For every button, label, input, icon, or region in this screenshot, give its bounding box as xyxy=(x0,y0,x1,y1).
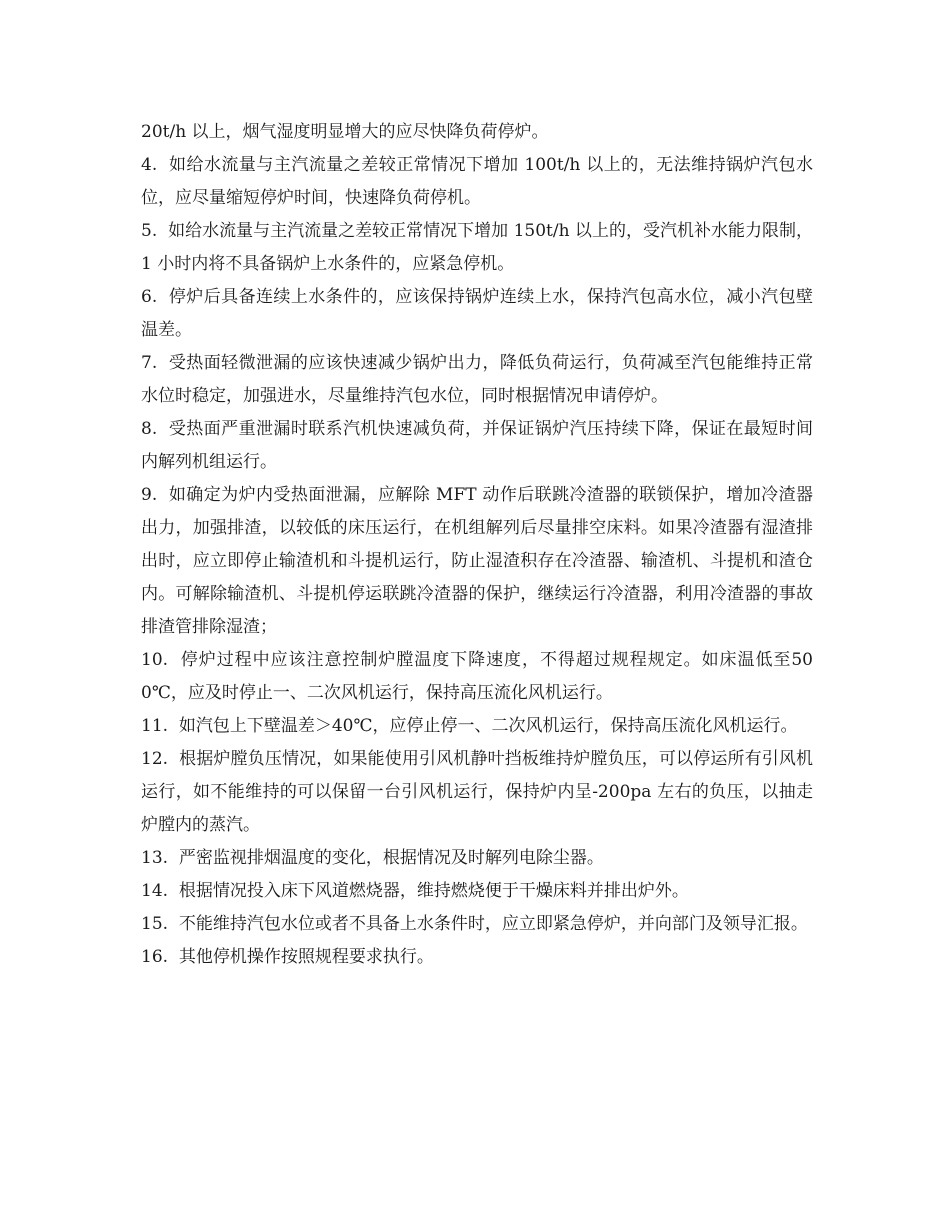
list-item-12 xyxy=(141,743,813,842)
item-text: 根据炉膛负压情况，如果能使用引风机静叶挡板维持炉膛负压，可以停运所有引风机运行，如不能维持的可以保留一台引风机运行，保持炉内呈-200pa 左右的负压，以抽走炉膛内的蒸汽。 xyxy=(141,749,814,835)
item-number: 8. xyxy=(141,419,158,439)
list-item-15 xyxy=(141,908,813,941)
item-number: 12. xyxy=(141,749,169,769)
item-number: 14. xyxy=(141,881,169,901)
item-number: 13. xyxy=(141,848,169,868)
list-item-6 xyxy=(141,281,813,347)
item-text: 受热面严重泄漏时联系汽机快速减负荷，并保证锅炉汽压持续下降，保证在最短时间内解列机组运行。 xyxy=(141,419,814,472)
item-text: 不能维持汽包水位或者不具备上水条件时，应立即紧急停炉，并向部门及领导汇报。 xyxy=(178,914,808,934)
item-number: 16. xyxy=(141,947,169,967)
list-item-11 xyxy=(141,710,813,743)
document-body xyxy=(141,116,813,974)
list-item-14 xyxy=(141,875,813,908)
item-number: 11. xyxy=(141,716,169,736)
item-number: 6. xyxy=(141,287,158,307)
item-number: 4. xyxy=(141,155,158,175)
item-text: 停炉过程中应该注意控制炉膛温度下降速度，不得超过规程规定。如床温低至500℃，应及时停止一、二次风机运行，保持高压流化风机运行。 xyxy=(141,650,813,703)
list-item-9 xyxy=(141,479,813,644)
list-item-16 xyxy=(141,941,813,974)
item-number: 5. xyxy=(141,221,158,241)
item-text: 如确定为炉内受热面泄漏，应解除 MFT 动作后联跳冷渣器的联锁保护，增加冷渣器出力，加强排渣，以较低的床压运行，在机组解列后尽量排空床料。如果冷渣器有湿渣排出时，应立即停止输渣机和斗提机运行，防止湿渣积存在冷渣器、输渣机、斗提机和渣仓内。可解除输渣机、斗提机停运联跳冷渣器的保护，继续运行冷渣器，利用冷渣器的事故排渣管排除湿渣； xyxy=(141,485,813,637)
item-text: 如给水流量与主汽流量之差较正常情况下增加 150t/h 以上的，受汽机补水能力限制，1 小时内将不具备锅炉上水条件的，应紧急停机。 xyxy=(141,221,814,274)
item-text: 如给水流量与主汽流量之差较正常情况下增加 100t/h 以上的，无法维持锅炉汽包水位，应尽量缩短停炉时间，快速降负荷停机。 xyxy=(141,155,813,208)
item-text: 如汽包上下壁温差＞40℃，应停止停一、二次风机运行，保持高压流化风机运行。 xyxy=(178,716,798,736)
item-text: 停炉后具备连续上水条件的，应该保持锅炉连续上水，保持汽包高水位，减小汽包壁温差。 xyxy=(141,287,814,340)
list-item-7 xyxy=(141,347,813,413)
item-number: 10. xyxy=(141,650,169,670)
item-number: 9. xyxy=(141,485,158,505)
list-item-13 xyxy=(141,842,813,875)
paragraph-continuation xyxy=(141,116,813,149)
item-number: 7. xyxy=(141,353,158,373)
list-item-4 xyxy=(141,149,813,215)
item-text: 严密监视排烟温度的变化，根据情况及时解列电除尘器。 xyxy=(178,848,604,868)
item-text: 其他停机操作按照规程要求执行。 xyxy=(178,947,434,967)
list-item-5 xyxy=(141,215,813,281)
list-item-10 xyxy=(141,644,813,710)
list-item-8 xyxy=(141,413,813,479)
item-number: 15. xyxy=(141,914,169,934)
item-text: 受热面轻微泄漏的应该快速减少锅炉出力，降低负荷运行，负荷减至汽包能维持正常水位时稳定，加强进水，尽量维持汽包水位，同时根据情况申请停炉。 xyxy=(141,353,814,406)
item-text: 根据情况投入床下风道燃烧器，维持燃烧便于干燥床料并排出炉外。 xyxy=(178,881,689,901)
paragraph-text: 20t/h 以上，烟气湿度明显增大的应尽快降负荷停炉。 xyxy=(141,122,549,142)
